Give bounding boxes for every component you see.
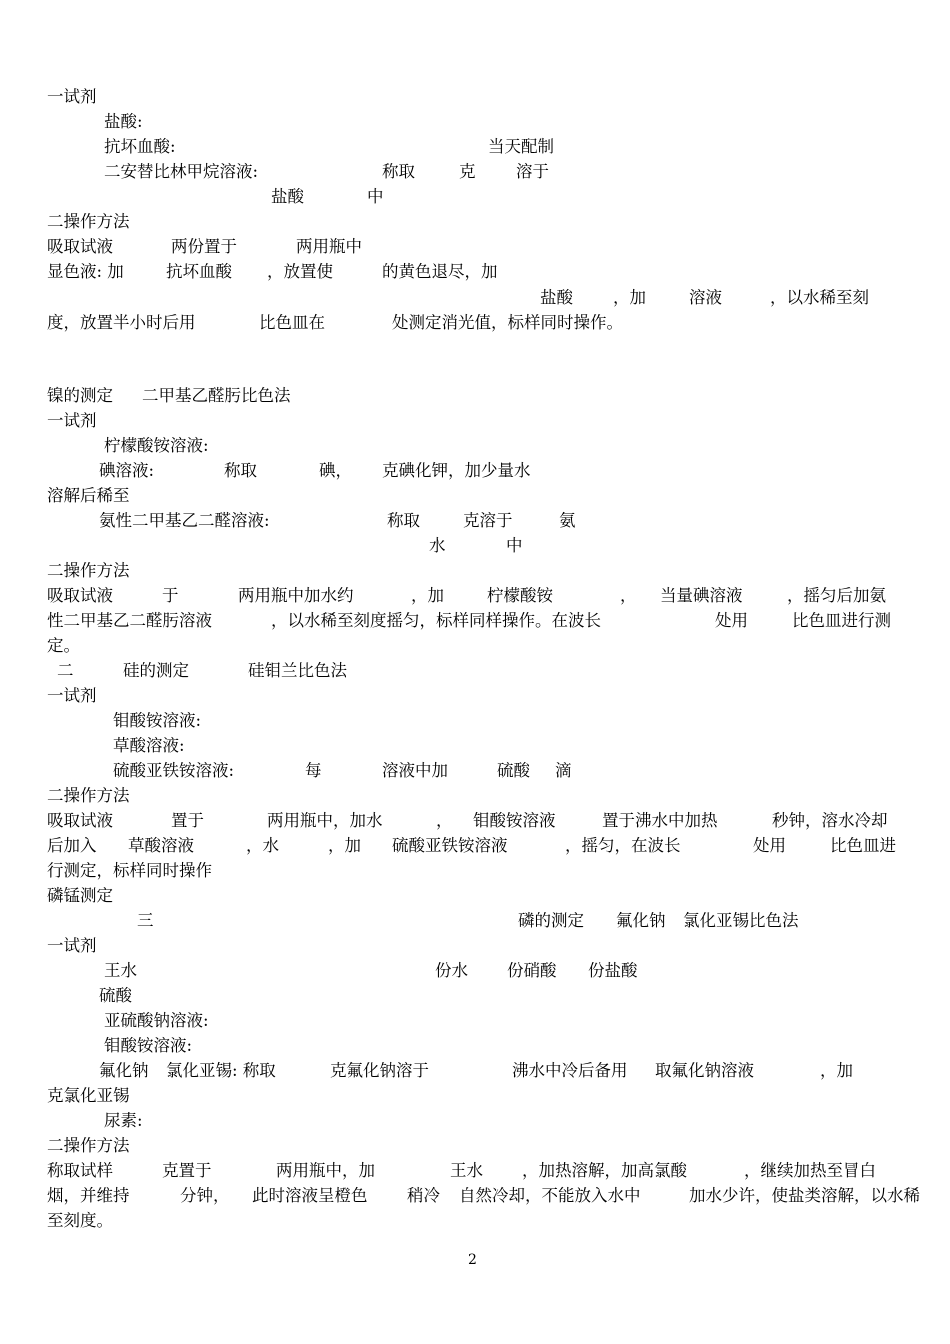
text-line xyxy=(0,408,950,433)
text-line xyxy=(0,908,950,933)
text-line xyxy=(0,234,950,259)
text-segment: 置于沸水中加热 xyxy=(602,811,718,830)
text-segment: 克氟化钠溶于 xyxy=(330,1061,429,1080)
text-segment: 溶液 xyxy=(689,288,722,307)
text-segment: ，加 xyxy=(328,836,361,855)
text-segment: 两用瓶中 xyxy=(296,237,362,256)
text-line xyxy=(0,483,950,508)
text-line xyxy=(0,558,950,583)
text-segment: ，水 xyxy=(246,836,279,855)
text-segment: 两份置于 xyxy=(171,237,237,256)
text-segment: 滴 xyxy=(555,761,572,780)
text-segment: 自然冷却，不能放入水中 xyxy=(459,1186,641,1205)
text-segment: 后加入 xyxy=(47,836,97,855)
text-segment: 一试剂 xyxy=(47,87,97,106)
text-segment: 两用瓶中，加水 xyxy=(267,811,383,830)
text-segment: 氯化亚锡比色法 xyxy=(683,911,799,930)
text-line xyxy=(0,134,950,159)
text-segment: 钼酸铵溶液: xyxy=(113,711,202,730)
text-segment: 氟化钠 xyxy=(616,911,666,930)
text-segment: ，继续加热至冒白 xyxy=(744,1161,876,1180)
text-segment: 处用 xyxy=(753,836,786,855)
text-segment: 抗坏血酸: xyxy=(104,137,176,156)
text-segment: 度，放置半小时后用 xyxy=(47,313,196,332)
text-segment: 一试剂 xyxy=(47,411,97,430)
text-segment: 碘， xyxy=(319,461,352,480)
text-segment: ，摇匀，在波长 xyxy=(565,836,681,855)
text-segment: ， xyxy=(436,811,453,830)
text-line xyxy=(0,583,950,608)
text-segment: 草酸溶液 xyxy=(128,836,194,855)
text-line xyxy=(0,310,950,335)
text-segment: 分钟， xyxy=(180,1186,230,1205)
text-segment: ，摇匀后加氨 xyxy=(787,586,886,605)
text-segment: 氨性二甲基乙二醛溶液: xyxy=(99,511,270,530)
text-line xyxy=(0,1208,950,1233)
text-segment: 两用瓶中加水约 xyxy=(238,586,354,605)
text-segment: 比色皿进 xyxy=(830,836,896,855)
text-line xyxy=(0,833,950,858)
text-segment: 稍冷 xyxy=(407,1186,440,1205)
text-segment: 磷的测定 xyxy=(518,911,584,930)
text-line xyxy=(0,858,950,883)
text-segment: 克置于 xyxy=(162,1161,212,1180)
text-segment: 盐酸 xyxy=(540,288,573,307)
text-segment: 溶解后稀至 xyxy=(47,486,130,505)
text-segment: 二 xyxy=(57,661,74,680)
text-segment: 称取 xyxy=(382,162,415,181)
text-line xyxy=(0,533,950,558)
text-segment: 的黄色退尽，加 xyxy=(382,262,498,281)
text-segment: 硫酸 xyxy=(99,986,132,1005)
text-line xyxy=(0,808,950,833)
text-segment: 克 xyxy=(459,162,476,181)
text-segment: 当天配制 xyxy=(488,137,554,156)
text-segment: 磷锰测定 xyxy=(47,886,113,905)
text-line xyxy=(0,259,950,284)
text-line xyxy=(0,633,950,658)
text-segment: 每 xyxy=(305,761,322,780)
text-segment: 称取 xyxy=(387,511,420,530)
text-segment: 草酸溶液: xyxy=(113,736,185,755)
text-segment: ，加热溶解，加高氯酸 xyxy=(522,1161,687,1180)
text-segment: 王水 xyxy=(104,961,137,980)
text-segment: 柠檬酸铵溶液: xyxy=(104,436,209,455)
text-segment: 亚硫酸钠溶液: xyxy=(104,1011,209,1030)
text-segment: 吸取试液 xyxy=(47,586,113,605)
text-segment: 一试剂 xyxy=(47,686,97,705)
text-segment: 王水 xyxy=(450,1161,483,1180)
text-line xyxy=(0,109,950,134)
text-line xyxy=(0,84,950,109)
text-line xyxy=(0,758,950,783)
text-segment: 镍的测定 xyxy=(47,386,113,405)
text-segment: 氟化钠 xyxy=(99,1061,149,1080)
text-segment: 于 xyxy=(162,586,179,605)
text-segment: 克碘化钾，加少量水 xyxy=(382,461,531,480)
text-segment: 尿素: xyxy=(104,1111,143,1130)
text-line xyxy=(0,159,950,184)
text-segment: 硅的测定 xyxy=(123,661,189,680)
text-line xyxy=(0,1108,950,1133)
text-line xyxy=(0,209,950,234)
text-segment: 盐酸 xyxy=(271,187,304,206)
text-segment: 份盐酸 xyxy=(588,961,638,980)
text-line xyxy=(0,983,950,1008)
text-segment: ，加 xyxy=(613,288,646,307)
text-segment: 份水 xyxy=(435,961,468,980)
text-segment: ，以水稀至刻 xyxy=(770,288,869,307)
text-segment: 二安替比林甲烷溶液: xyxy=(104,162,259,181)
text-segment: ，加 xyxy=(411,586,444,605)
text-line xyxy=(0,1033,950,1058)
text-line xyxy=(0,1183,950,1208)
text-segment: 称取试样 xyxy=(47,1161,113,1180)
text-line xyxy=(0,1083,950,1108)
text-segment: 钼酸铵溶液 xyxy=(473,811,556,830)
text-segment: 中 xyxy=(506,536,523,555)
text-segment: 沸水中冷后备用 xyxy=(512,1061,628,1080)
text-segment: 溶液中加 xyxy=(382,761,448,780)
text-line xyxy=(0,285,950,310)
text-segment: 定。 xyxy=(47,636,80,655)
text-line xyxy=(0,658,950,683)
text-segment: 吸取试液 xyxy=(47,811,113,830)
text-segment: 至刻度。 xyxy=(47,1211,113,1230)
text-segment: 比色皿进行测 xyxy=(792,611,891,630)
text-segment: 中 xyxy=(367,187,384,206)
text-segment: 一试剂 xyxy=(47,936,97,955)
text-line xyxy=(0,184,950,209)
text-segment: ，放置使 xyxy=(267,262,333,281)
text-segment: 硫酸亚铁铵溶液 xyxy=(392,836,508,855)
text-line xyxy=(0,733,950,758)
text-segment: 二操作方法 xyxy=(47,786,130,805)
text-segment: 抗坏血酸 xyxy=(166,262,232,281)
text-segment: ，以水稀至刻度摇匀，标样同样操作。在波长 xyxy=(271,611,601,630)
text-segment: 盐酸: xyxy=(104,112,143,131)
text-segment: 三 xyxy=(137,911,154,930)
text-segment: 硫酸亚铁铵溶液: xyxy=(113,761,235,780)
text-segment: 硅钼兰比色法 xyxy=(248,661,347,680)
text-line xyxy=(0,783,950,808)
text-line xyxy=(0,1058,950,1083)
text-line xyxy=(0,933,950,958)
text-segment: ，加 xyxy=(820,1061,853,1080)
text-segment: 性二甲基乙二醛肟溶液 xyxy=(47,611,212,630)
text-segment: 水 xyxy=(429,536,446,555)
text-segment: 行测定，标样同时操作 xyxy=(47,861,212,880)
text-segment: 溶于 xyxy=(516,162,549,181)
text-segment: 氯化亚锡: 称取 xyxy=(166,1061,276,1080)
text-segment: 份硝酸 xyxy=(507,961,557,980)
text-segment: 比色皿在 xyxy=(259,313,325,332)
text-line xyxy=(0,1158,950,1183)
text-segment: 克溶于 xyxy=(463,511,513,530)
text-segment: 处测定消光值，标样同时操作。 xyxy=(392,313,623,332)
text-line xyxy=(0,958,950,983)
text-segment: 二操作方法 xyxy=(47,212,130,231)
text-line xyxy=(0,883,950,908)
text-segment: ， xyxy=(620,586,637,605)
text-line xyxy=(0,458,950,483)
text-segment: 二操作方法 xyxy=(47,561,130,580)
text-segment: 取氟化钠溶液 xyxy=(655,1061,754,1080)
text-segment: 秒钟，溶水冷却 xyxy=(772,811,888,830)
text-segment: 柠檬酸铵 xyxy=(487,586,553,605)
text-line xyxy=(0,1008,950,1033)
text-segment: 氨 xyxy=(559,511,576,530)
text-segment: 处用 xyxy=(715,611,748,630)
text-line xyxy=(0,433,950,458)
text-segment: 显色液: 加 xyxy=(47,262,124,281)
text-segment: 当量碘溶液 xyxy=(660,586,743,605)
text-segment: 称取 xyxy=(224,461,257,480)
text-line xyxy=(0,608,950,633)
text-segment: 此时溶液呈橙色 xyxy=(252,1186,368,1205)
text-line xyxy=(0,708,950,733)
text-line xyxy=(0,383,950,408)
text-line xyxy=(0,683,950,708)
text-segment: 硫酸 xyxy=(497,761,530,780)
text-segment: 碘溶液: xyxy=(99,461,155,480)
text-segment: 钼酸铵溶液: xyxy=(104,1036,193,1055)
text-line xyxy=(0,508,950,533)
text-segment: 吸取试液 xyxy=(47,237,113,256)
page-number: 2 xyxy=(468,1252,477,1268)
text-segment: 两用瓶中，加 xyxy=(276,1161,375,1180)
text-segment: 二操作方法 xyxy=(47,1136,130,1155)
text-segment: 加水少许，使盐类溶解，以水稀 xyxy=(689,1186,920,1205)
text-segment: 烟，并维持 xyxy=(47,1186,130,1205)
text-segment: 克氯化亚锡 xyxy=(47,1086,130,1105)
text-line xyxy=(0,1133,950,1158)
text-segment: 置于 xyxy=(171,811,204,830)
text-segment: 二甲基乙醛肟比色法 xyxy=(142,386,291,405)
